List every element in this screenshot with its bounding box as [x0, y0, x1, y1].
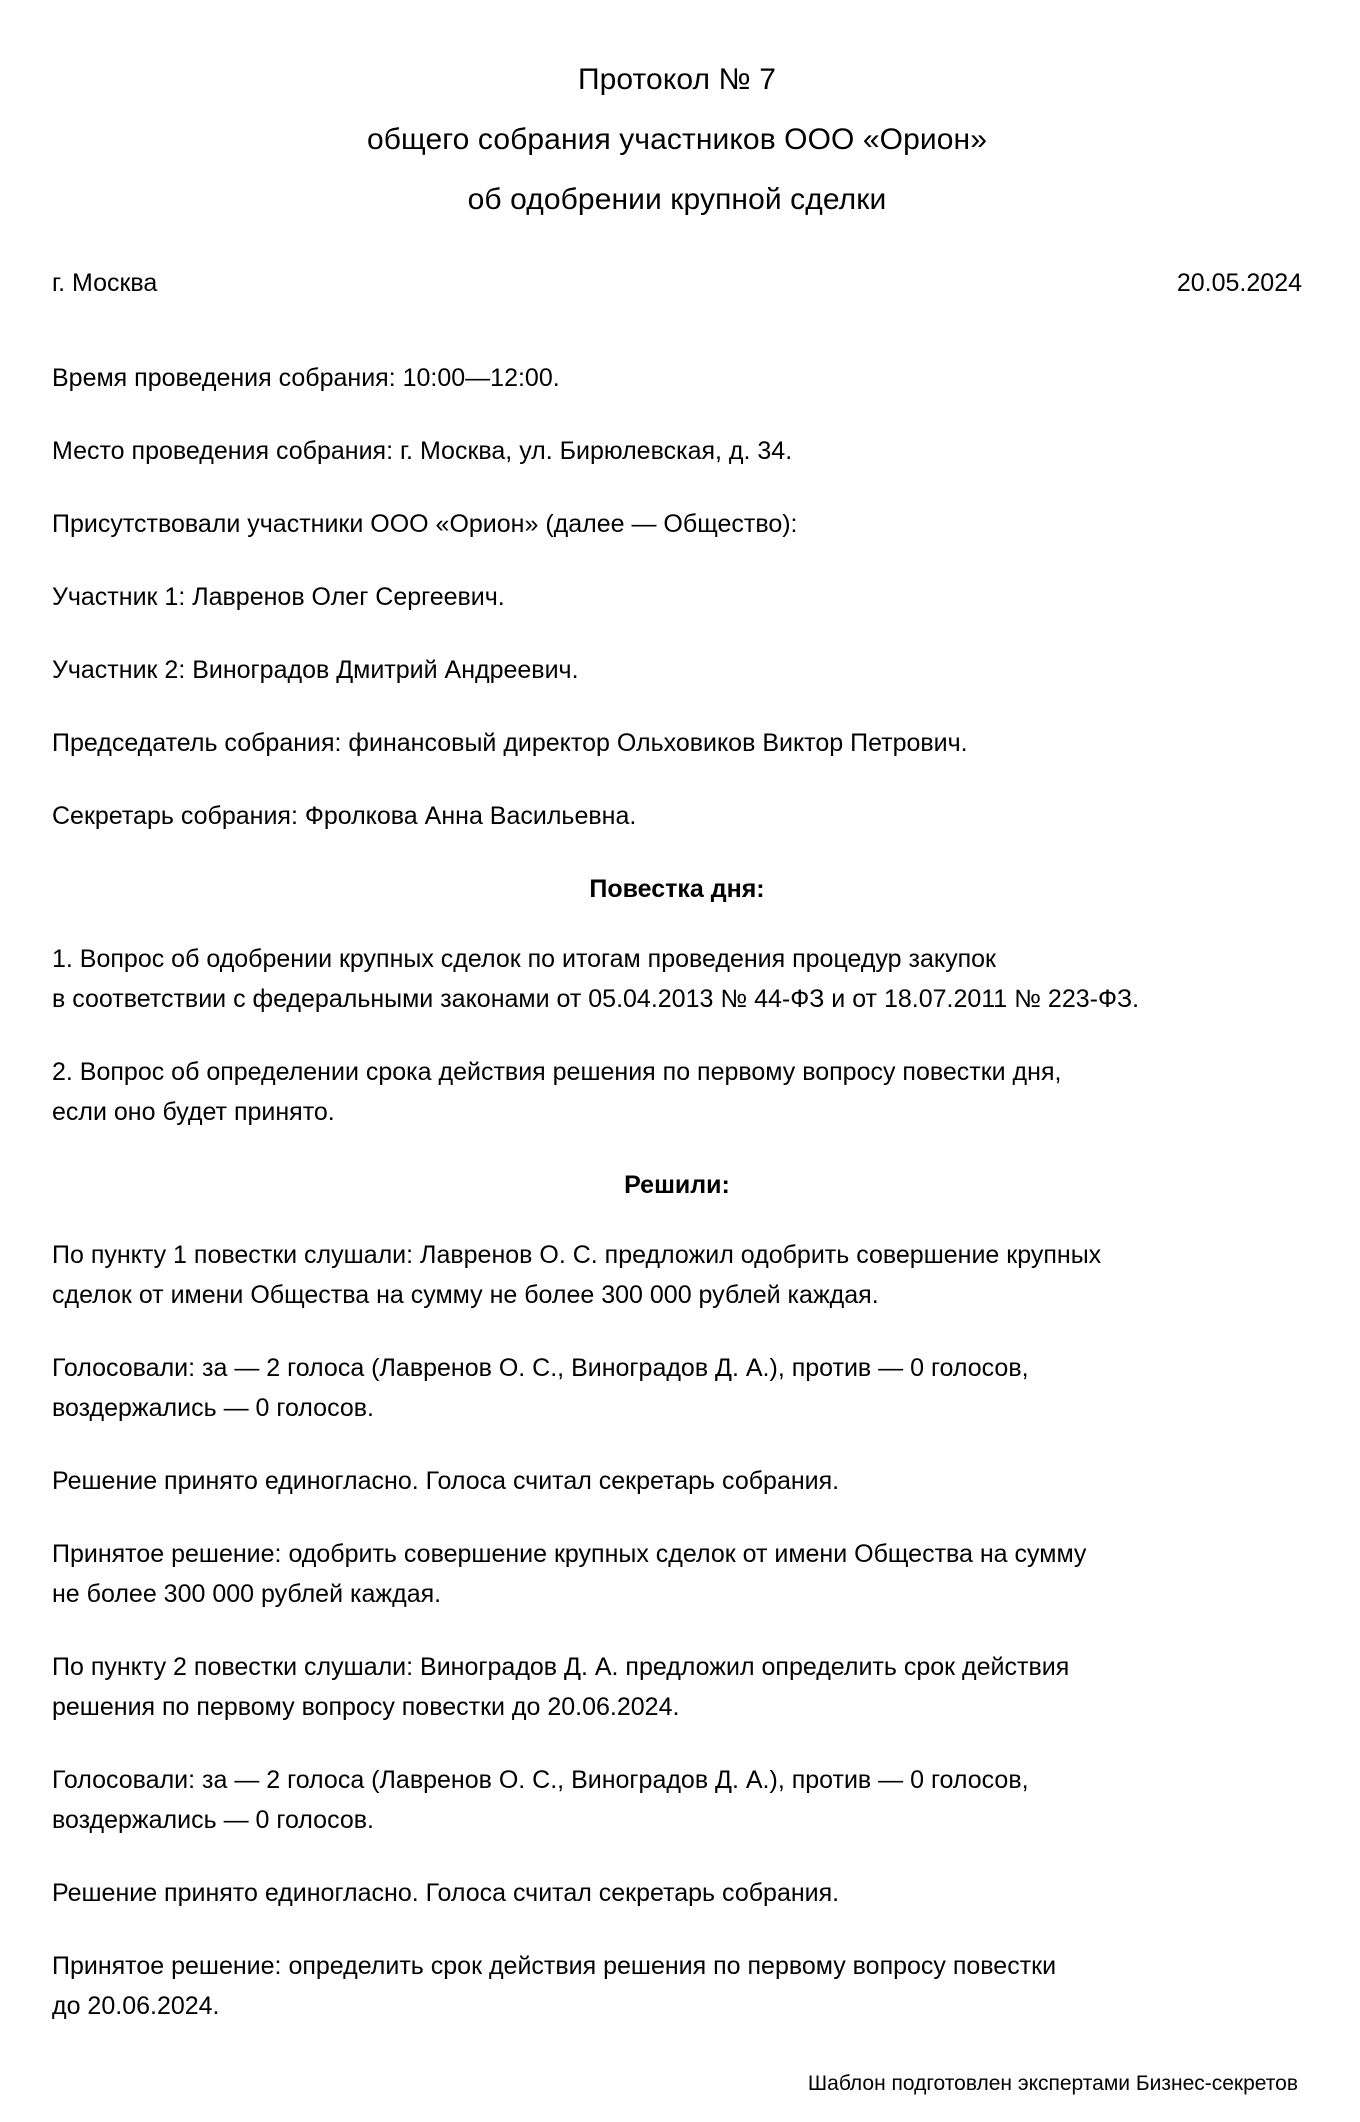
point-2-decision-line-1: Принятое решение: определить срок действия решения по первому вопросу повестки [52, 1952, 1057, 1980]
point-2-decision-paragraph [52, 1946, 1302, 2026]
chairman-paragraph: Председатель собрания: финансовый директор Ольховиков Виктор Петрович. [52, 729, 968, 757]
point-1-unanimous-paragraph: Решение принято единогласно. Голоса считал секретарь собрания. [52, 1467, 840, 1495]
attendees-intro-paragraph: Присутствовали участники ООО «Орион» (далее — Общество): [52, 510, 798, 538]
document-footer [52, 2070, 1302, 2098]
point-2-decision-line-2: до 20.06.2024. [52, 1992, 220, 2020]
agenda-item-1-line-2: в соответствии с федеральными законами от 05.04.2013 № 44-ФЗ и от 18.07.2011 № 223-ФЗ. [52, 985, 1140, 1013]
point-1-decision-line-1: Принятое решение: одобрить совершение крупных сделок от имени Общества на сумму [52, 1540, 1087, 1568]
participant-1-paragraph: Участник 1: Лавренов Олег Сергеевич. [52, 583, 505, 611]
city-label: г. Москва [52, 269, 158, 297]
point-2-heard-line-1: По пункту 2 повестки слушали: Виноградов Д. А. предложил определить срок действия [52, 1653, 1070, 1681]
document-title-line-3: об одобрении крупной сделки [467, 183, 887, 216]
point-1-vote-paragraph [52, 1348, 1302, 1428]
point-1-heard-line-2: сделок от имени Общества на сумму не более 300 000 рублей каждая. [52, 1281, 879, 1309]
participant-2-paragraph: Участник 2: Виноградов Дмитрий Андреевич. [52, 656, 579, 684]
point-1-decision-paragraph [52, 1534, 1302, 1614]
point-2-unanimous-paragraph: Решение принято единогласно. Голоса считал секретарь собрания. [52, 1879, 840, 1907]
document-date: 20.05.2024 [1176, 269, 1302, 297]
point-1-heard-line-1: По пункту 1 повестки слушали: Лавренов О. С. предложил одобрить совершение крупных [52, 1241, 1102, 1269]
resolutions-heading: Решили: [624, 1171, 730, 1199]
agenda-item-2-line-1: 2. Вопрос об определении срока действия решения по первому вопросу повестки дня, [52, 1058, 1062, 1086]
document-title-line-1: Протокол № 7 [577, 63, 777, 96]
point-2-vote-paragraph [52, 1760, 1302, 1840]
point-1-heard-paragraph [52, 1235, 1302, 1315]
meeting-place-paragraph: Место проведения собрания: г. Москва, ул. Бирюлевская, д. 34. [52, 437, 793, 465]
document-body [52, 358, 1302, 2026]
point-2-vote-line-1: Голосовали: за — 2 голоса (Лавренов О. С., Виноградов Д. А.), против — 0 голосов, [52, 1766, 1029, 1794]
document-title-block [52, 50, 1302, 230]
footer-credit-note: Шаблон подготовлен экспертами Бизнес-секретов [807, 2072, 1298, 2095]
point-2-vote-line-2: воздержались — 0 голосов. [52, 1806, 374, 1834]
agenda-item-2-line-2: если оно будет принято. [52, 1098, 335, 1126]
agenda-item-1 [52, 939, 1302, 1019]
secretary-paragraph: Секретарь собрания: Фролкова Анна Васильевна. [52, 802, 637, 830]
point-1-decision-line-2: не более 300 000 рублей каждая. [52, 1580, 442, 1608]
document-title-line-2: общего собрания участников ООО «Орион» [366, 123, 987, 156]
point-2-heard-line-2: решения по первому вопросу повестки до 20.06.2024. [52, 1693, 680, 1721]
meeting-time-paragraph: Время проведения собрания: 10:00—12:00. [52, 364, 560, 392]
agenda-heading: Повестка дня: [589, 875, 765, 903]
agenda-item-2 [52, 1052, 1302, 1132]
agenda-item-1-line-1: 1. Вопрос об одобрении крупных сделок по итогам проведения процедур закупок [52, 945, 996, 973]
point-2-heard-paragraph [52, 1647, 1302, 1727]
place-and-date-row [52, 266, 1302, 300]
point-1-vote-line-1: Голосовали: за — 2 голоса (Лавренов О. С., Виноградов Д. А.), против — 0 голосов, [52, 1354, 1029, 1382]
point-1-vote-line-2: воздержались — 0 голосов. [52, 1394, 374, 1422]
